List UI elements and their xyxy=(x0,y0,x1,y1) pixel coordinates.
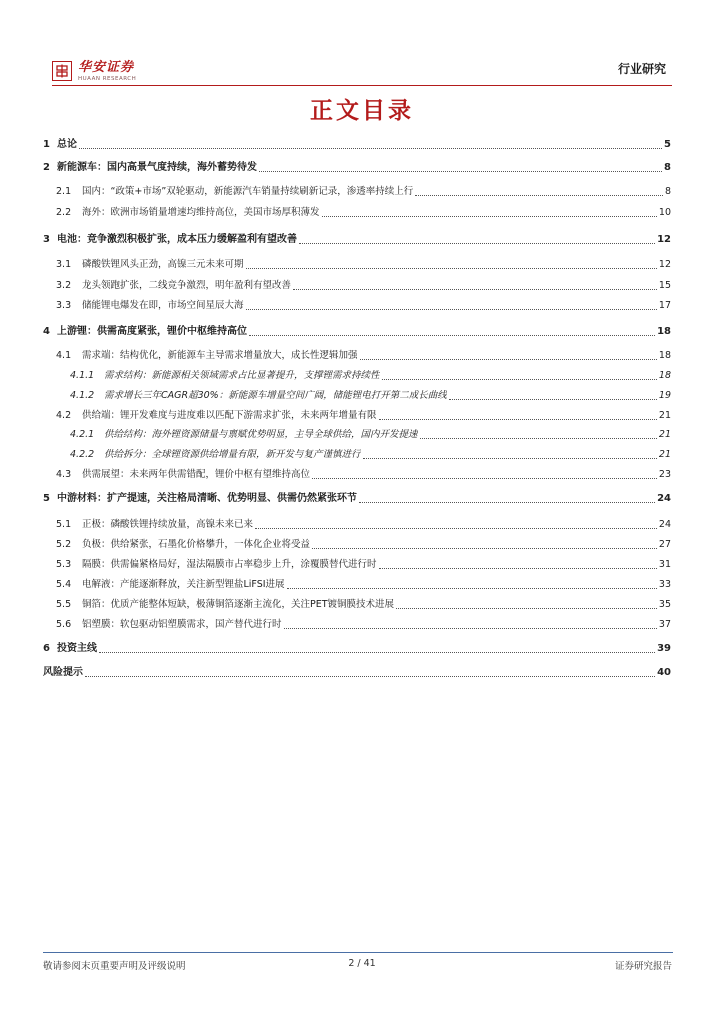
toc-entry-page: 31 xyxy=(658,559,671,570)
footer-report-type: 证券研究报告 xyxy=(614,961,672,972)
toc-entry-page: 21 xyxy=(658,429,671,440)
toc-leader-dots xyxy=(363,458,657,459)
toc-leader-dots xyxy=(79,148,662,149)
toc-entry[interactable] xyxy=(56,185,671,199)
toc-entry-page: 15 xyxy=(658,280,671,291)
toc-entry[interactable] xyxy=(70,428,671,442)
toc-entry-page: 18 xyxy=(658,350,671,361)
toc-leader-dots xyxy=(322,216,657,217)
toc-entry[interactable] xyxy=(56,538,671,552)
toc-entry-page: 10 xyxy=(658,207,671,218)
footer-divider xyxy=(43,952,673,953)
toc-entry-title: 中游材料：扩产提速，关注格局清晰、优势明显、供需仍然紧张环节 xyxy=(57,493,357,504)
toc-entry-number: 2 xyxy=(43,162,50,173)
toc-leader-dots xyxy=(415,195,663,196)
toc-leader-dots xyxy=(379,568,657,569)
toc-entry-title: 投资主线 xyxy=(57,643,97,654)
toc-entry-title: 电解液：产能逐渐释放，关注新型锂盐LiFSI进展 xyxy=(82,579,285,590)
toc-leader-dots xyxy=(246,268,657,269)
toc-entry-number: 4.1.1 xyxy=(70,370,95,381)
logo-name: 华安证券 xyxy=(78,60,135,75)
toc-entry-page: 19 xyxy=(658,390,671,401)
toc-leader-dots xyxy=(299,243,655,244)
page-number: 2 / 41 xyxy=(348,958,376,969)
toc-entry-number: 5 xyxy=(43,493,50,504)
toc-leader-dots xyxy=(246,309,657,310)
toc-entry[interactable] xyxy=(70,389,671,403)
toc-entry-number: 6 xyxy=(43,643,50,654)
toc-leader-dots xyxy=(287,588,657,589)
toc-entry[interactable] xyxy=(43,642,671,656)
toc-entry[interactable] xyxy=(56,409,671,423)
toc-leader-dots xyxy=(312,548,657,549)
page-header xyxy=(52,58,672,88)
toc-entry-number: 2.2 xyxy=(56,207,72,218)
toc-entry-page: 21 xyxy=(658,410,671,421)
toc-entry-title: 隔膜：供需偏紧格局好，湿法隔膜市占率稳步上升，涂覆膜替代进行时 xyxy=(82,559,377,570)
toc-leader-dots xyxy=(312,478,657,479)
toc-entry-number: 5.2 xyxy=(56,539,72,550)
toc-entry-page: 17 xyxy=(658,300,671,311)
toc-entry-title: 需求端：结构优化，新能源车主导需求增量放大，成长性逻辑加强 xyxy=(82,350,358,361)
toc-entry[interactable] xyxy=(43,161,671,175)
toc-entry-number: 4.2.1 xyxy=(70,429,95,440)
toc-entry-title: 供给端：锂开发难度与进度难以匹配下游需求扩张，未来两年增量有限 xyxy=(82,410,377,421)
toc-leader-dots xyxy=(259,171,662,172)
toc-entry-title: 铜箔：优质产能整体短缺，极薄铜箔逐渐主流化，关注PET镀铜膜技术进展 xyxy=(82,599,395,610)
toc-entry-page: 40 xyxy=(657,667,671,678)
toc-entry-title: 风险提示 xyxy=(43,667,83,678)
toc-entry[interactable] xyxy=(56,349,671,363)
toc-entry-title: 储能锂电爆发在即，市场空间星辰大海 xyxy=(82,300,244,311)
toc-entry-number: 4 xyxy=(43,326,50,337)
toc-entry-title: 正极：磷酸铁锂持续放量，高镍未来已来 xyxy=(82,519,254,530)
footer-disclaimer: 敬请参阅末页重要声明及评级说明 xyxy=(43,961,186,972)
toc-entry-title: 需求增长三年CAGR超30%：新能源车增量空间广阔，储能锂电打开第二成长曲线 xyxy=(104,390,447,401)
toc-entry-page: 27 xyxy=(658,539,671,550)
toc-entry-title: 供给拆分：全球锂资源供给增量有限，新开发与复产谨慎进行 xyxy=(104,449,361,460)
toc-leader-dots xyxy=(249,335,655,336)
toc-entry-page: 33 xyxy=(658,579,671,590)
toc-leader-dots xyxy=(396,608,657,609)
toc-entry-number: 3.1 xyxy=(56,259,72,270)
toc-leader-dots xyxy=(99,652,655,653)
toc-entry-page: 37 xyxy=(658,619,671,630)
toc-entry[interactable] xyxy=(43,138,671,152)
toc-entry-number: 5.3 xyxy=(56,559,72,570)
report-category: 行业研究 xyxy=(617,62,666,76)
toc-leader-dots xyxy=(293,289,657,290)
toc-entry-number: 4.1 xyxy=(56,350,72,361)
toc-entry-page: 24 xyxy=(658,519,671,530)
toc-entry[interactable] xyxy=(56,578,671,592)
toc-entry-page: 5 xyxy=(664,139,671,150)
toc-entry[interactable] xyxy=(56,518,671,532)
toc-entry-number: 5.6 xyxy=(56,619,72,630)
toc-leader-dots xyxy=(420,438,657,439)
toc-entry[interactable] xyxy=(56,299,671,313)
company-logo xyxy=(52,60,136,83)
toc-entry-title: 海外：欧洲市场销量增速均维持高位，美国市场厚积薄发 xyxy=(82,207,320,218)
toc-entry-number: 3 xyxy=(43,234,50,245)
toc-entry-number: 4.1.2 xyxy=(70,390,95,401)
header-divider xyxy=(52,85,672,86)
toc-entry[interactable] xyxy=(56,598,671,612)
toc-entry-page: 24 xyxy=(657,493,671,504)
toc-leader-dots xyxy=(360,359,657,360)
toc-entry-title: 电池：竞争激烈积极扩张，成本压力缓解盈利有望改善 xyxy=(57,234,297,245)
toc-leader-dots xyxy=(379,419,657,420)
toc-entry-number: 5.1 xyxy=(56,519,72,530)
toc-entry-page: 21 xyxy=(658,449,671,460)
toc-leader-dots xyxy=(382,379,657,380)
seal-icon xyxy=(52,61,72,81)
logo-subtitle: HUAAN RESEARCH xyxy=(78,76,137,82)
page-title: 正文目录 xyxy=(310,98,414,124)
toc-entry-number: 2.1 xyxy=(56,186,72,197)
toc-entry-number: 3.2 xyxy=(56,280,72,291)
toc-entry-page: 35 xyxy=(658,599,671,610)
toc-leader-dots xyxy=(85,676,655,677)
toc-leader-dots xyxy=(359,502,655,503)
toc-entry-title: 总论 xyxy=(57,139,77,150)
toc-entry-number: 1 xyxy=(43,139,50,150)
toc-entry[interactable] xyxy=(56,558,671,572)
toc-entry-title: 供需展望：未来两年供需错配，锂价中枢有望维持高位 xyxy=(82,469,311,480)
toc-entry-page: 8 xyxy=(664,162,671,173)
toc-leader-dots xyxy=(255,528,657,529)
toc-entry[interactable] xyxy=(43,666,671,680)
toc-entry-title: 上游锂：供需高度紧张，锂价中枢维持高位 xyxy=(57,326,247,337)
toc-entry-title: 负极：供给紧张，石墨化价格攀升，一体化企业将受益 xyxy=(82,539,311,550)
toc-entry-number: 4.3 xyxy=(56,469,72,480)
toc-entry-title: 新能源车：国内高景气度持续，海外蓄势待发 xyxy=(57,162,257,173)
toc-entry-number: 3.3 xyxy=(56,300,72,311)
toc-entry[interactable] xyxy=(70,369,671,383)
toc-entry-page: 23 xyxy=(658,469,671,480)
toc-entry[interactable] xyxy=(56,468,671,482)
toc-entry[interactable] xyxy=(43,233,671,247)
toc-entry-title: 供给结构：海外锂资源储量与禀赋优势明显，主导全球供给，国内开发提速 xyxy=(104,429,418,440)
toc-entry-title: 国内：“政策+市场”双轮驱动，新能源汽车销量持续刷新记录，渗透率持续上行 xyxy=(82,186,414,197)
toc-entry-title: 需求结构：新能源相关领域需求占比显著提升，支撑锂需求持续性 xyxy=(104,370,380,381)
toc-entry[interactable] xyxy=(56,258,671,272)
toc-entry[interactable] xyxy=(56,206,671,220)
toc-entry[interactable] xyxy=(56,618,671,632)
toc-entry[interactable] xyxy=(56,279,671,293)
toc-entry-page: 8 xyxy=(664,186,671,197)
toc-entry[interactable] xyxy=(43,492,671,506)
toc-entry-page: 12 xyxy=(657,234,671,245)
toc-entry-page: 18 xyxy=(658,370,671,381)
toc-entry[interactable] xyxy=(43,325,671,339)
toc-entry-title: 铝塑膜：软包驱动铝塑膜需求，国产替代进行时 xyxy=(82,619,282,630)
toc-entry-page: 18 xyxy=(657,326,671,337)
toc-leader-dots xyxy=(284,628,657,629)
toc-entry-title: 磷酸铁锂风头正劲，高镍三元未来可期 xyxy=(82,259,244,270)
toc-entry-page: 12 xyxy=(658,259,671,270)
toc-entry-number: 4.2 xyxy=(56,410,72,421)
toc-entry-title: 龙头领跑扩张，二线竞争激烈，明年盈利有望改善 xyxy=(82,280,292,291)
toc-leader-dots xyxy=(449,399,657,400)
toc-entry-number: 5.4 xyxy=(56,579,72,590)
toc-entry-number: 4.2.2 xyxy=(70,449,95,460)
toc-entry[interactable] xyxy=(70,448,671,462)
toc-entry-number: 5.5 xyxy=(56,599,72,610)
toc-entry-page: 39 xyxy=(657,643,671,654)
